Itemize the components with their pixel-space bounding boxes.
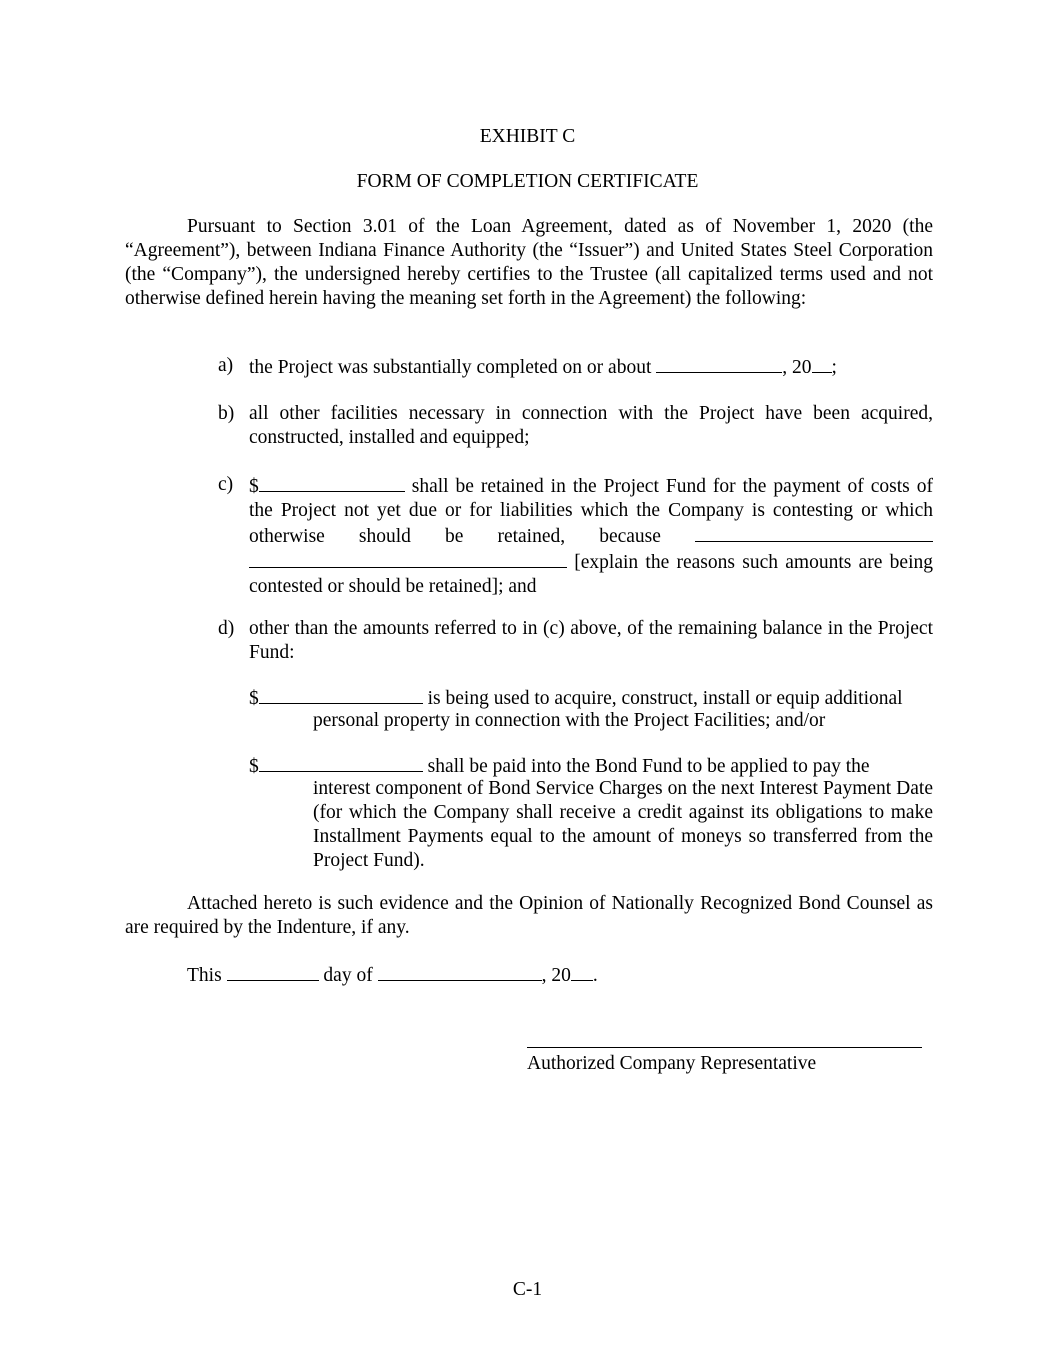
item-b-label: b) — [218, 403, 235, 424]
sub2-text: shall be paid into the Bond Fund to be applied to pay the — [422, 756, 870, 777]
item-d-sub2 — [249, 753, 933, 779]
signature-line[interactable] — [527, 1047, 922, 1048]
sub2-dollar: $ — [249, 756, 259, 777]
sub1-text: is being used to acquire, construct, install or equip additional — [422, 688, 903, 709]
item-c-label: c) — [218, 474, 234, 495]
item-c-text2: [explain the reasons such amounts are being contested or should be retained]; and — [249, 552, 933, 597]
intro-paragraph: Pursuant to Section 3.01 of the Loan Agreement, dated as of November 1, 2020 (the “Agreement”), between Indiana Finance Authority (the “Issuer”) and United States Steel Corporation (the “Company”), the undersigned hereby certifies to the Trustee (all capitalized terms used and not otherwise defined herein having the meaning set forth in the Agreement) the following: — [125, 216, 933, 309]
reason-blank-2[interactable] — [249, 549, 567, 568]
sub1-continuation: personal property in connection with the Project Facilities; and/or — [313, 710, 826, 731]
item-b-text: all other facilities necessary in connection with the Project have been acquired, constructed, installed and equipped; — [249, 403, 933, 448]
completion-date-blank[interactable] — [656, 354, 782, 373]
attached-paragraph: Attached hereto is such evidence and the Opinion of Nationally Recognized Bond Counsel as are required by the Indenture, if any. — [125, 893, 933, 938]
signature-caption: Authorized Company Representative — [527, 1053, 817, 1074]
retained-amount-blank[interactable] — [259, 473, 405, 492]
sub1-dollar: $ — [249, 688, 259, 709]
completion-year-blank[interactable] — [812, 354, 832, 373]
month-blank[interactable] — [378, 962, 542, 981]
date-line — [187, 962, 598, 988]
item-a-end: ; — [831, 357, 837, 378]
date-end: . — [592, 965, 598, 986]
exhibit-label: EXHIBIT C — [479, 126, 576, 147]
item-c-dollar: $ — [249, 476, 259, 497]
item-a-year-prefix: , 20 — [782, 357, 812, 378]
item-d-sub1 — [249, 685, 933, 711]
bond-fund-amount-blank[interactable] — [259, 753, 423, 772]
date-year-prefix: , 20 — [541, 965, 571, 986]
day-blank[interactable] — [227, 962, 319, 981]
item-a-text: the Project was substantially completed on or about — [249, 357, 657, 378]
sub2-continuation: interest component of Bond Service Charges on the next Interest Payment Date (for which the Company shall receive a credit against its obligations to make Installment Payments equal to the amount of moneys so transferred from the Project Fund). — [313, 778, 933, 871]
item-c — [249, 473, 933, 599]
date-day-of: day of — [318, 965, 378, 986]
reason-blank-1[interactable] — [695, 523, 933, 542]
item-d-label: d) — [218, 618, 235, 639]
item-a — [249, 354, 933, 380]
page-title: FORM OF COMPLETION CERTIFICATE — [356, 171, 699, 192]
page-number: C-1 — [512, 1279, 543, 1300]
item-d-text: other than the amounts referred to in (c) above, of the remaining balance in the Project Fund: — [249, 618, 933, 663]
additional-property-amount-blank[interactable] — [259, 685, 423, 704]
date-this: This — [187, 965, 227, 986]
item-c-text1: shall be retained in the Project Fund for the payment of costs of the Project not yet due or for liabilities which the Company is contesting or which otherwise should be retained, because — [249, 476, 933, 547]
year-blank[interactable] — [571, 962, 593, 981]
item-a-label: a) — [218, 355, 234, 376]
